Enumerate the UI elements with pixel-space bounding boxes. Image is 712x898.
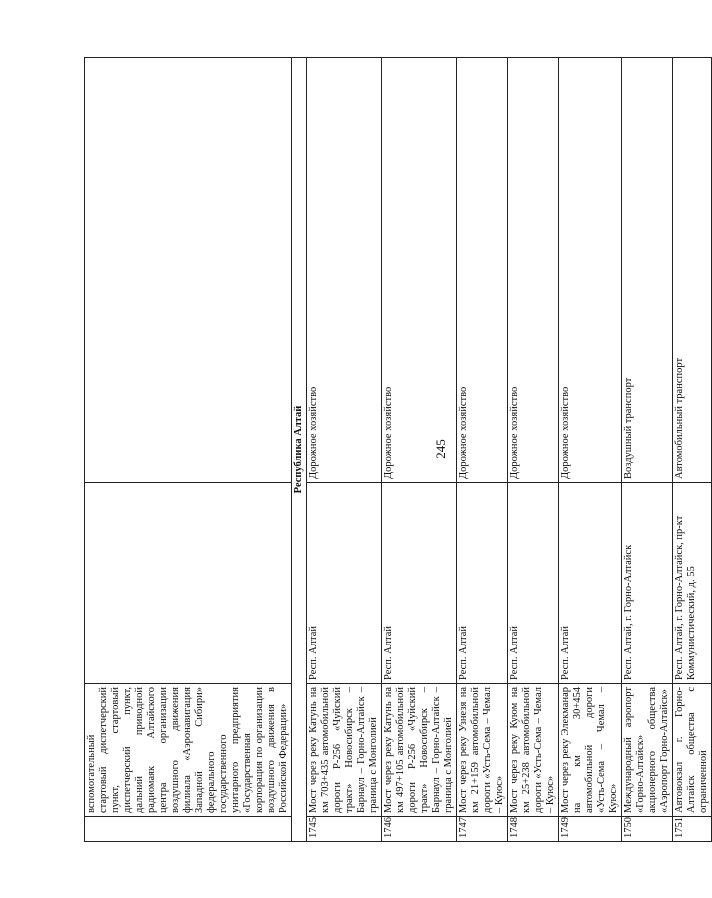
object-name: Мост через реку Катунь на км 497+105 автомобильной дороги Р-256 «Чуйский тракт» Новосибирск – Барнаул – Горно-Алтайск – граница с Монголией [382,684,457,817]
object-location: Респ. Алтай [457,483,508,684]
objects-table [84,57,712,842]
object-location [85,483,292,684]
object-location: Респ. Алтай [508,483,559,684]
table-row [622,58,673,842]
rotated-table-container [84,58,709,842]
object-sector: Автомобильный транспорт [673,58,712,483]
table-row [508,58,559,842]
table-row [673,58,712,842]
row-number: 1750 [622,817,673,842]
row-number: 1749 [559,817,622,842]
table-row [85,58,292,842]
object-sector [85,58,292,483]
object-location: Респ. Алтай, г. Горно-Алтайск [622,483,673,684]
table-row [382,58,457,842]
object-sector: Дорожное хозяйство [457,58,508,483]
region-heading: Республика Алтай [292,58,307,842]
table-row [307,58,382,842]
row-number [85,817,292,842]
table-row [457,58,508,842]
row-number: 1748 [508,817,559,842]
object-name: Мост через реку Катунь на км 703+435 автомобильной дороги Р-256 «Чуйский тракт» Новосибирск – Барнаул – Горно-Алтайск – граница с Монголией [307,684,382,817]
row-number: 1746 [382,817,457,842]
object-location: Респ. Алтай [559,483,622,684]
object-name: Мост через реку Узнезя на км 21+159 автомобильной дороги «Усть-Сема – Чемал – Куюс» [457,684,508,817]
object-sector: Дорожное хозяйство [559,58,622,483]
object-name: Мост через реку Элекманар на км 30+454 автомобильной дороги «Усть-Сема – Чемал – Куюс» [559,684,622,817]
object-name: Автовокзал г. Горно-Алтайск общества с ограниченной [673,684,712,817]
object-sector: Дорожное хозяйство [382,58,457,483]
object-name: Мост через реку Куюм на км 25+238 автомобильной дороги «Усть-Сема – Чемал – Куюс» [508,684,559,817]
row-number: 1747 [457,817,508,842]
row-number: 1745 [307,817,382,842]
object-sector: Дорожное хозяйство [307,58,382,483]
object-sector: Дорожное хозяйство [508,58,559,483]
row-number: 1751 [673,817,712,842]
object-location: Респ. Алтай, г. Горно-Алтайск, пр-кт Коммунистический, д. 55 [673,483,712,684]
page-number: 245 [433,439,448,459]
object-name: вспомогательный стартовый диспетчерский пункт, стартовый диспетчерский пункт, дальний приводной радиомаяк Алтайского центра организации воздушного движения филиала «Аэронавигация Западной Сибири» федерального государственного унитарного предприятия «Государственная корпорация по организации воздушного движения в Российской Федерации» [85,684,292,817]
region-heading-row [292,58,307,842]
object-location: Респ. Алтай [382,483,457,684]
table-row [559,58,622,842]
object-location: Респ. Алтай [307,483,382,684]
object-sector: Воздушный транспорт [622,58,673,483]
object-name: Международный аэропорт «Горно-Алтайск» акционерного общества «Аэропорт Горно-Алтайск» [622,684,673,817]
